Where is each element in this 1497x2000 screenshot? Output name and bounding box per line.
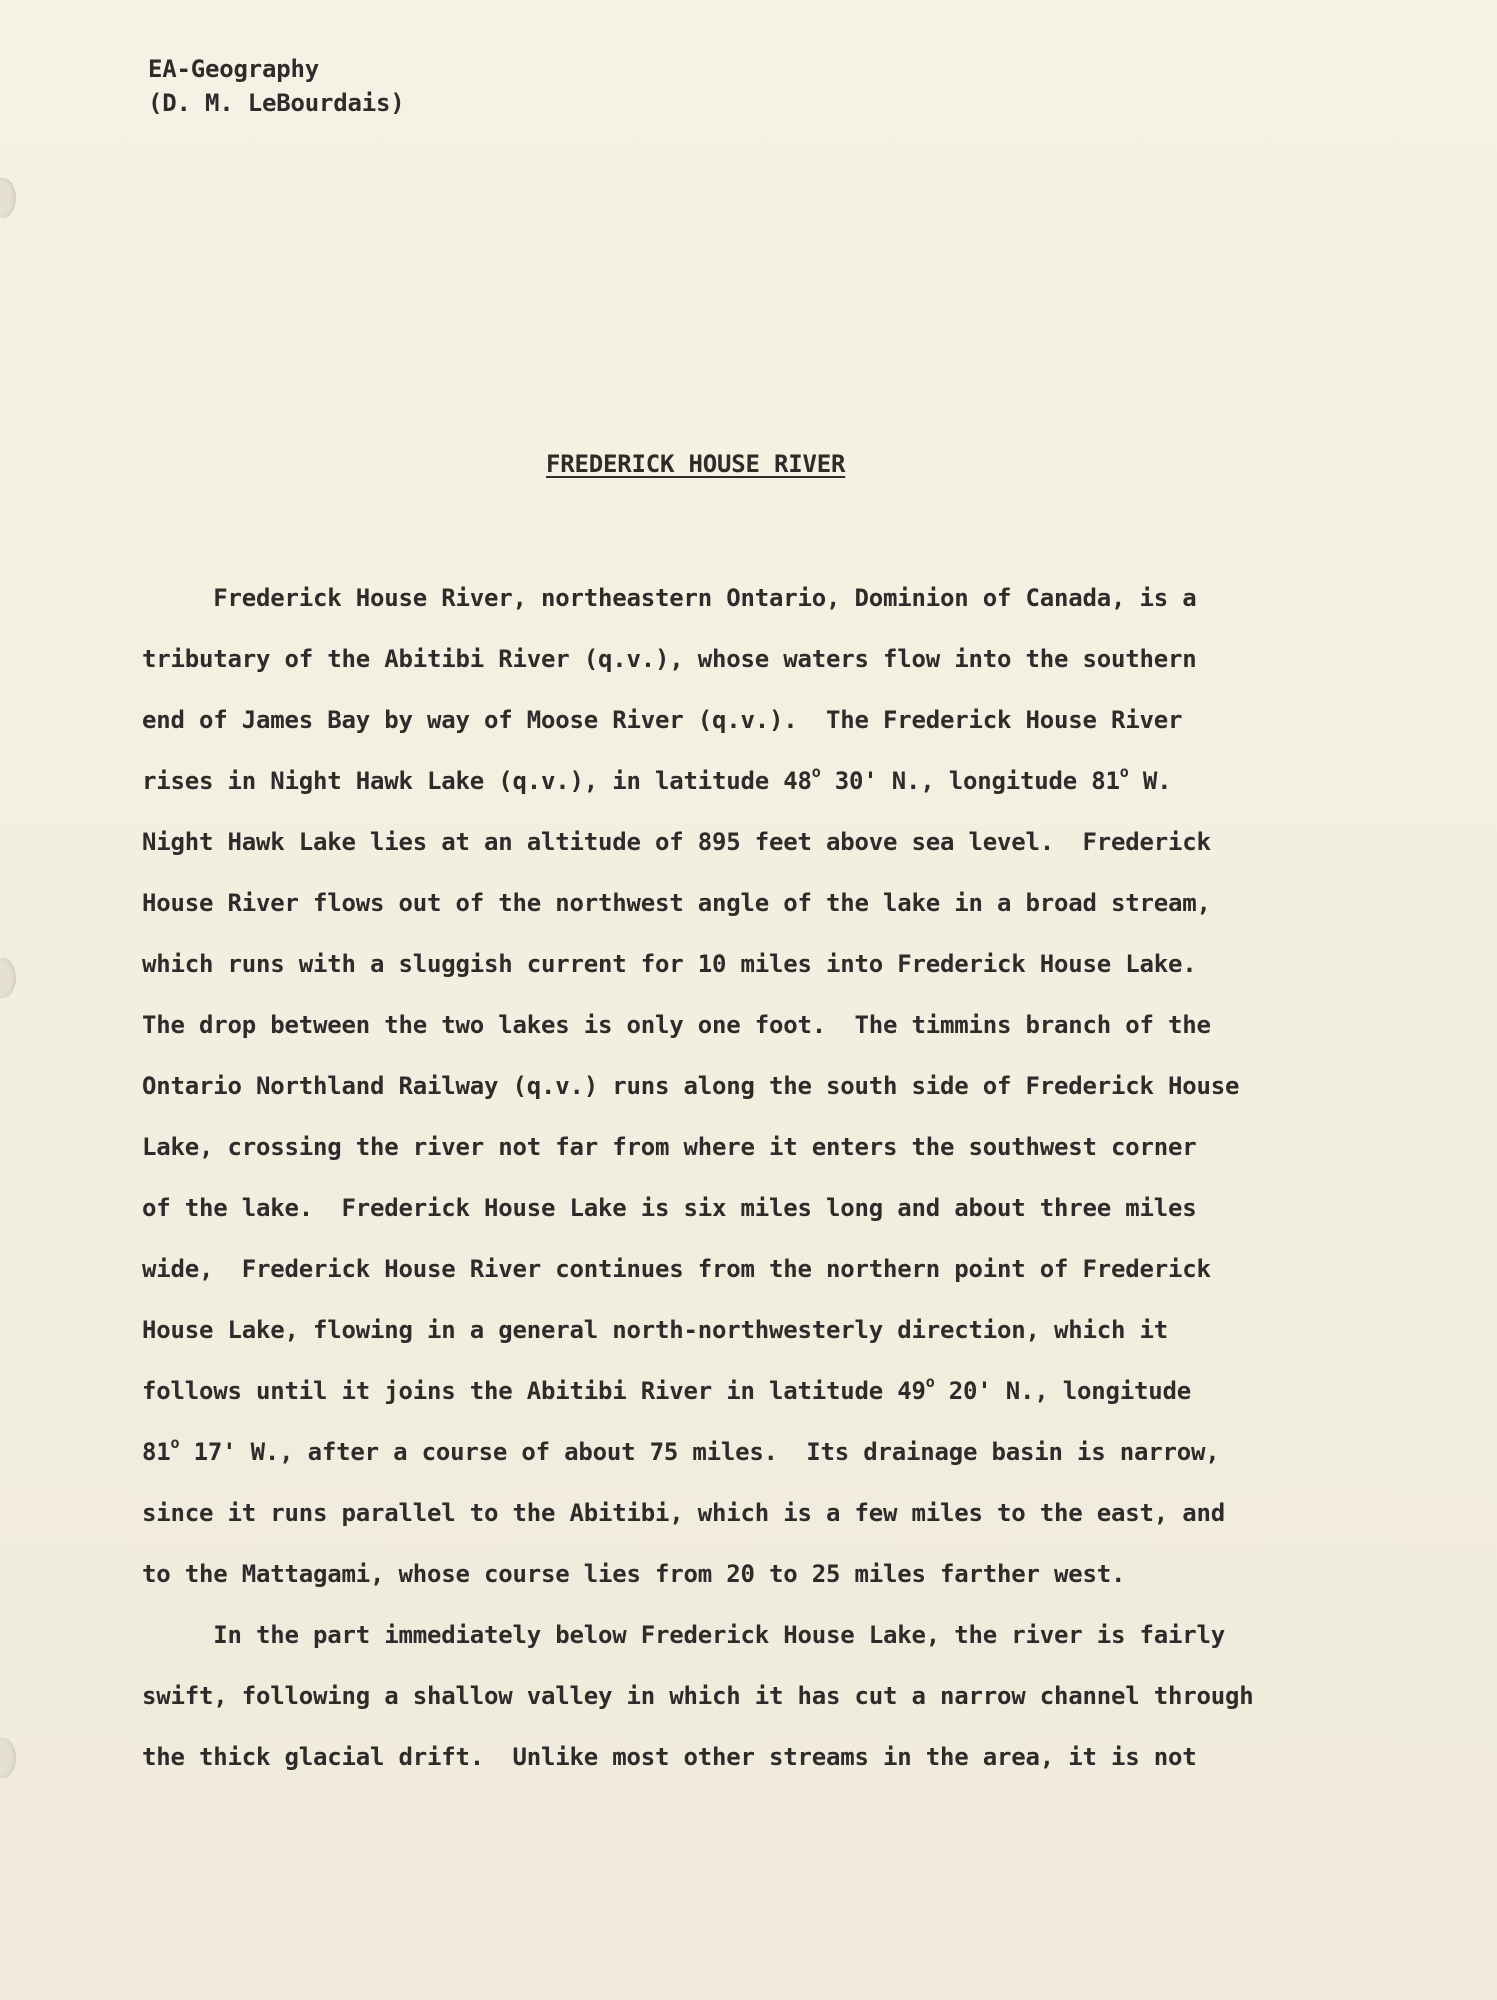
text-line <box>142 1422 1253 1483</box>
text-line: since it runs parallel to the Abitibi, which is a few miles to the east, and <box>142 1499 1225 1527</box>
text-line: House Lake, flowing in a general north-northwesterly direction, which it <box>142 1316 1168 1344</box>
text-line: House River flows out of the northwest angle of the lake in a broad stream, <box>142 889 1211 917</box>
text-line: of the lake. Frederick House Lake is six miles long and about three miles <box>142 1194 1197 1222</box>
header-author: (D. M. LeBourdais) <box>148 89 405 117</box>
text-line: end of James Bay by way of Moose River (q.v.). The Frederick House River <box>142 706 1183 734</box>
text-segment: rises in Night Hawk Lake (q.v.), in latitude 48 <box>142 767 812 795</box>
document-header <box>148 52 405 120</box>
punch-hole <box>0 178 16 218</box>
text-line <box>142 751 1253 812</box>
text-segment: 30' N., longitude 81 <box>820 767 1120 795</box>
text-segment: 17' W., after a course of about 75 miles. Its drainage basin is narrow, <box>179 1438 1220 1466</box>
text-line: swift, following a shallow valley in which it has cut a narrow channel through <box>142 1682 1254 1710</box>
degree-symbol: o <box>170 1434 180 1452</box>
text-line: wide, Frederick House River continues from the northern point of Frederick <box>142 1255 1211 1283</box>
text-segment: 20' N., longitude <box>934 1377 1192 1405</box>
degree-symbol: o <box>1119 763 1129 781</box>
degree-symbol: o <box>811 763 821 781</box>
text-line: Frederick House River, northeastern Ontario, Dominion of Canada, is a <box>142 584 1197 612</box>
text-line: In the part immediately below Frederick House Lake, the river is fairly <box>142 1621 1225 1649</box>
text-line: Night Hawk Lake lies at an altitude of 895 feet above sea level. Frederick <box>142 828 1211 856</box>
header-subject: EA-Geography <box>148 55 319 83</box>
degree-symbol: o <box>925 1373 935 1391</box>
text-line: The drop between the two lakes is only one foot. The timmins branch of the <box>142 1011 1211 1039</box>
text-line: which runs with a sluggish current for 10 miles into Frederick House Lake. <box>142 950 1197 978</box>
text-line <box>142 1361 1253 1422</box>
punch-hole <box>0 1738 16 1778</box>
text-line: to the Mattagami, whose course lies from 20 to 25 miles farther west. <box>142 1560 1126 1588</box>
text-line: tributary of the Abitibi River (q.v.), whose waters flow into the southern <box>142 645 1197 673</box>
body-text <box>142 568 1253 1788</box>
text-line: the thick glacial drift. Unlike most other streams in the area, it is not <box>142 1743 1197 1771</box>
text-line: Ontario Northland Railway (q.v.) runs along the south side of Frederick House <box>142 1072 1240 1100</box>
punch-hole <box>0 958 16 998</box>
text-line: Lake, crossing the river not far from where it enters the southwest corner <box>142 1133 1197 1161</box>
document-title: FREDERICK HOUSE RIVER <box>546 450 846 478</box>
text-segment: 81 <box>142 1438 171 1466</box>
text-segment: W. <box>1128 767 1172 795</box>
text-segment: follows until it joins the Abitibi River in latitude 49 <box>142 1377 926 1405</box>
